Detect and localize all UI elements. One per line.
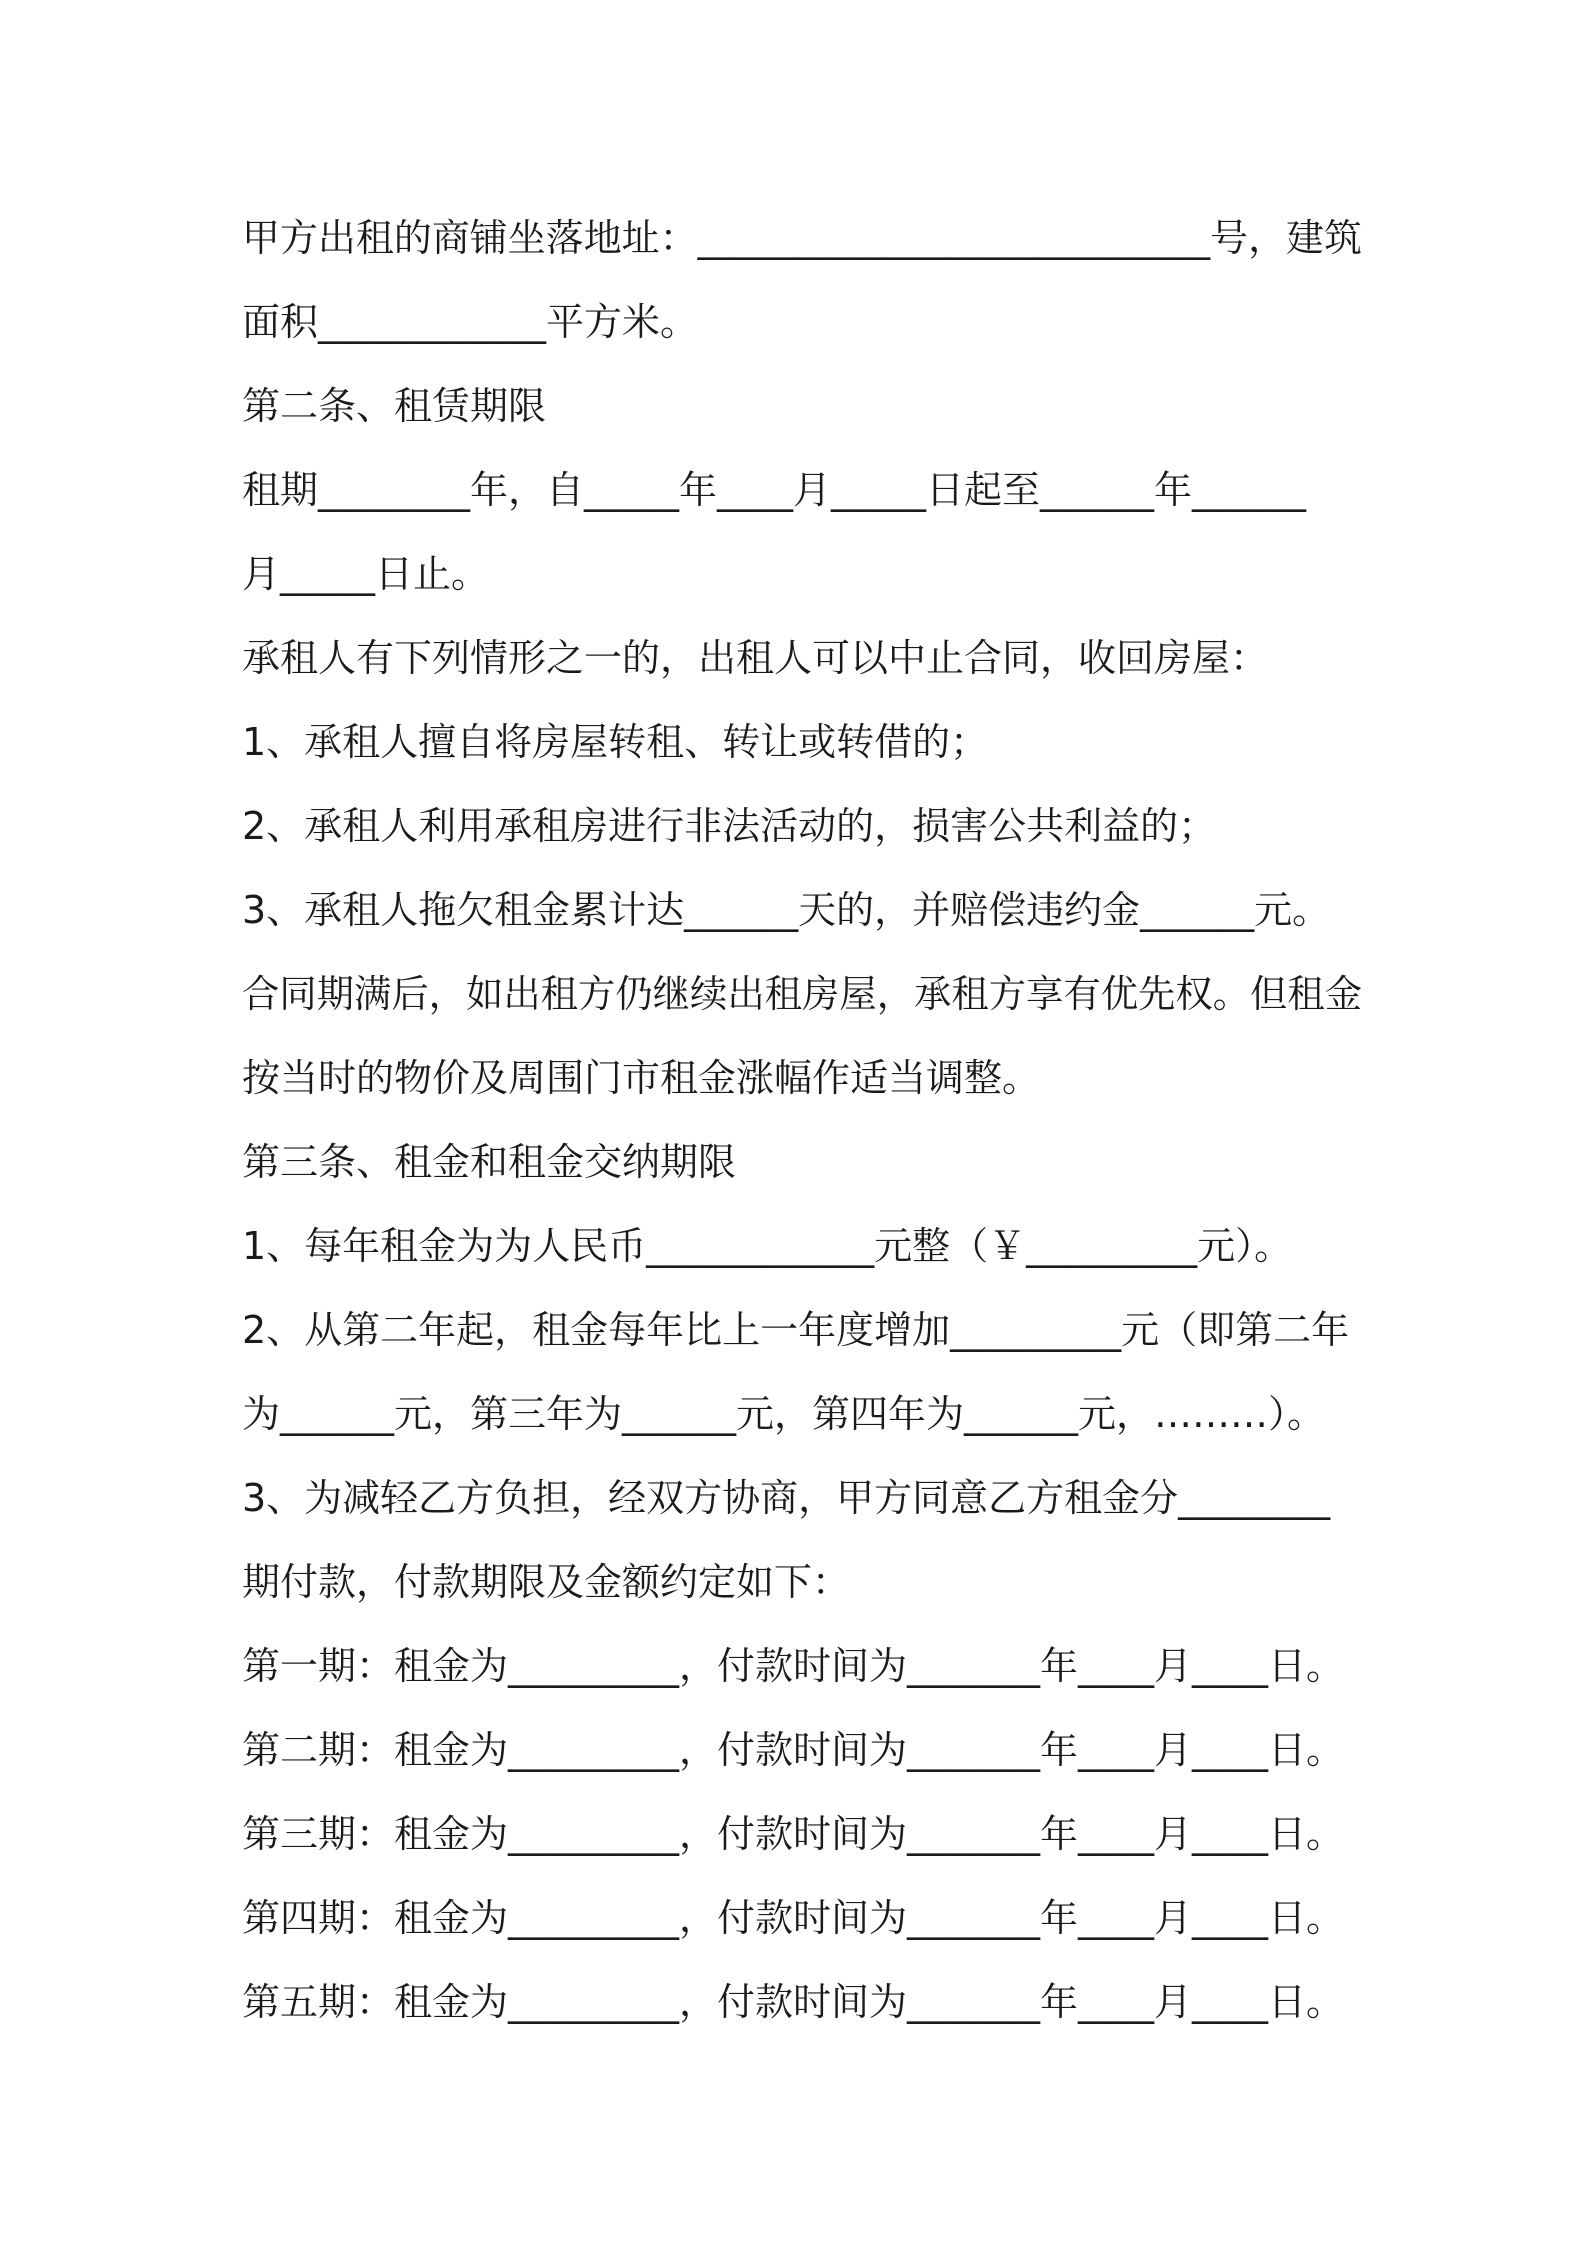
installment-3: 第三期：租金为_________，付款时间为_______年____月____日。 <box>242 1812 1345 1856</box>
termination-item-3: 3、承租人拖欠租金累计达______天的，并赔偿违约金______元。 <box>242 888 1331 932</box>
termination-item-2: 2、承租人利用承租房进行非法活动的，损害公共利益的； <box>242 804 1217 848</box>
rent-item-3-line-2: 期付款，付款期限及金额约定如下： <box>242 1560 851 1604</box>
renewal-paragraph-line-1: 合同期满后，如出租方仍继续出租房屋，承租方享有优先权。但租金 <box>242 972 1363 1016</box>
address-line: 甲方出租的商铺坐落地址：___________________________号，建筑 <box>242 216 1363 260</box>
lease-term-line: 租期________年，自_____年____月_____日起至______年______ <box>242 468 1307 512</box>
termination-intro: 承租人有下列情形之一的，出租人可以中止合同，收回房屋： <box>242 636 1269 680</box>
termination-item-1: 1、承租人擅自将房屋转租、转让或转借的； <box>242 720 989 764</box>
article-2-heading: 第二条、租赁期限 <box>242 384 547 428</box>
lease-term-end-line: 月_____日止。 <box>242 552 490 596</box>
renewal-paragraph-line-2: 按当时的物价及周围门市租金涨幅作适当调整。 <box>242 1056 1041 1100</box>
rent-item-2-line-2: 为______元，第三年为______元，第四年为______元，………）。 <box>242 1392 1326 1436</box>
document-body <box>242 196 1362 2044</box>
rent-item-3-line-1: 3、为减轻乙方负担，经双方协商，甲方同意乙方租金分________ <box>242 1476 1331 1520</box>
installment-4: 第四期：租金为_________，付款时间为_______年____月____日。 <box>242 1896 1345 1940</box>
rent-item-1: 1、每年租金为为人民币____________元整（￥_________元）。 <box>242 1224 1293 1268</box>
installment-2: 第二期：租金为_________，付款时间为_______年____月____日。 <box>242 1728 1345 1772</box>
installment-1: 第一期：租金为_________，付款时间为_______年____月____日。 <box>242 1644 1345 1688</box>
area-line: 面积____________平方米。 <box>242 300 699 344</box>
installment-5: 第五期：租金为_________，付款时间为_______年____月____日。 <box>242 1980 1345 2024</box>
article-3-heading: 第三条、租金和租金交纳期限 <box>242 1140 737 1184</box>
rent-item-2-line-1: 2、从第二年起，租金每年比上一年度增加_________元（即第二年 <box>242 1308 1350 1352</box>
